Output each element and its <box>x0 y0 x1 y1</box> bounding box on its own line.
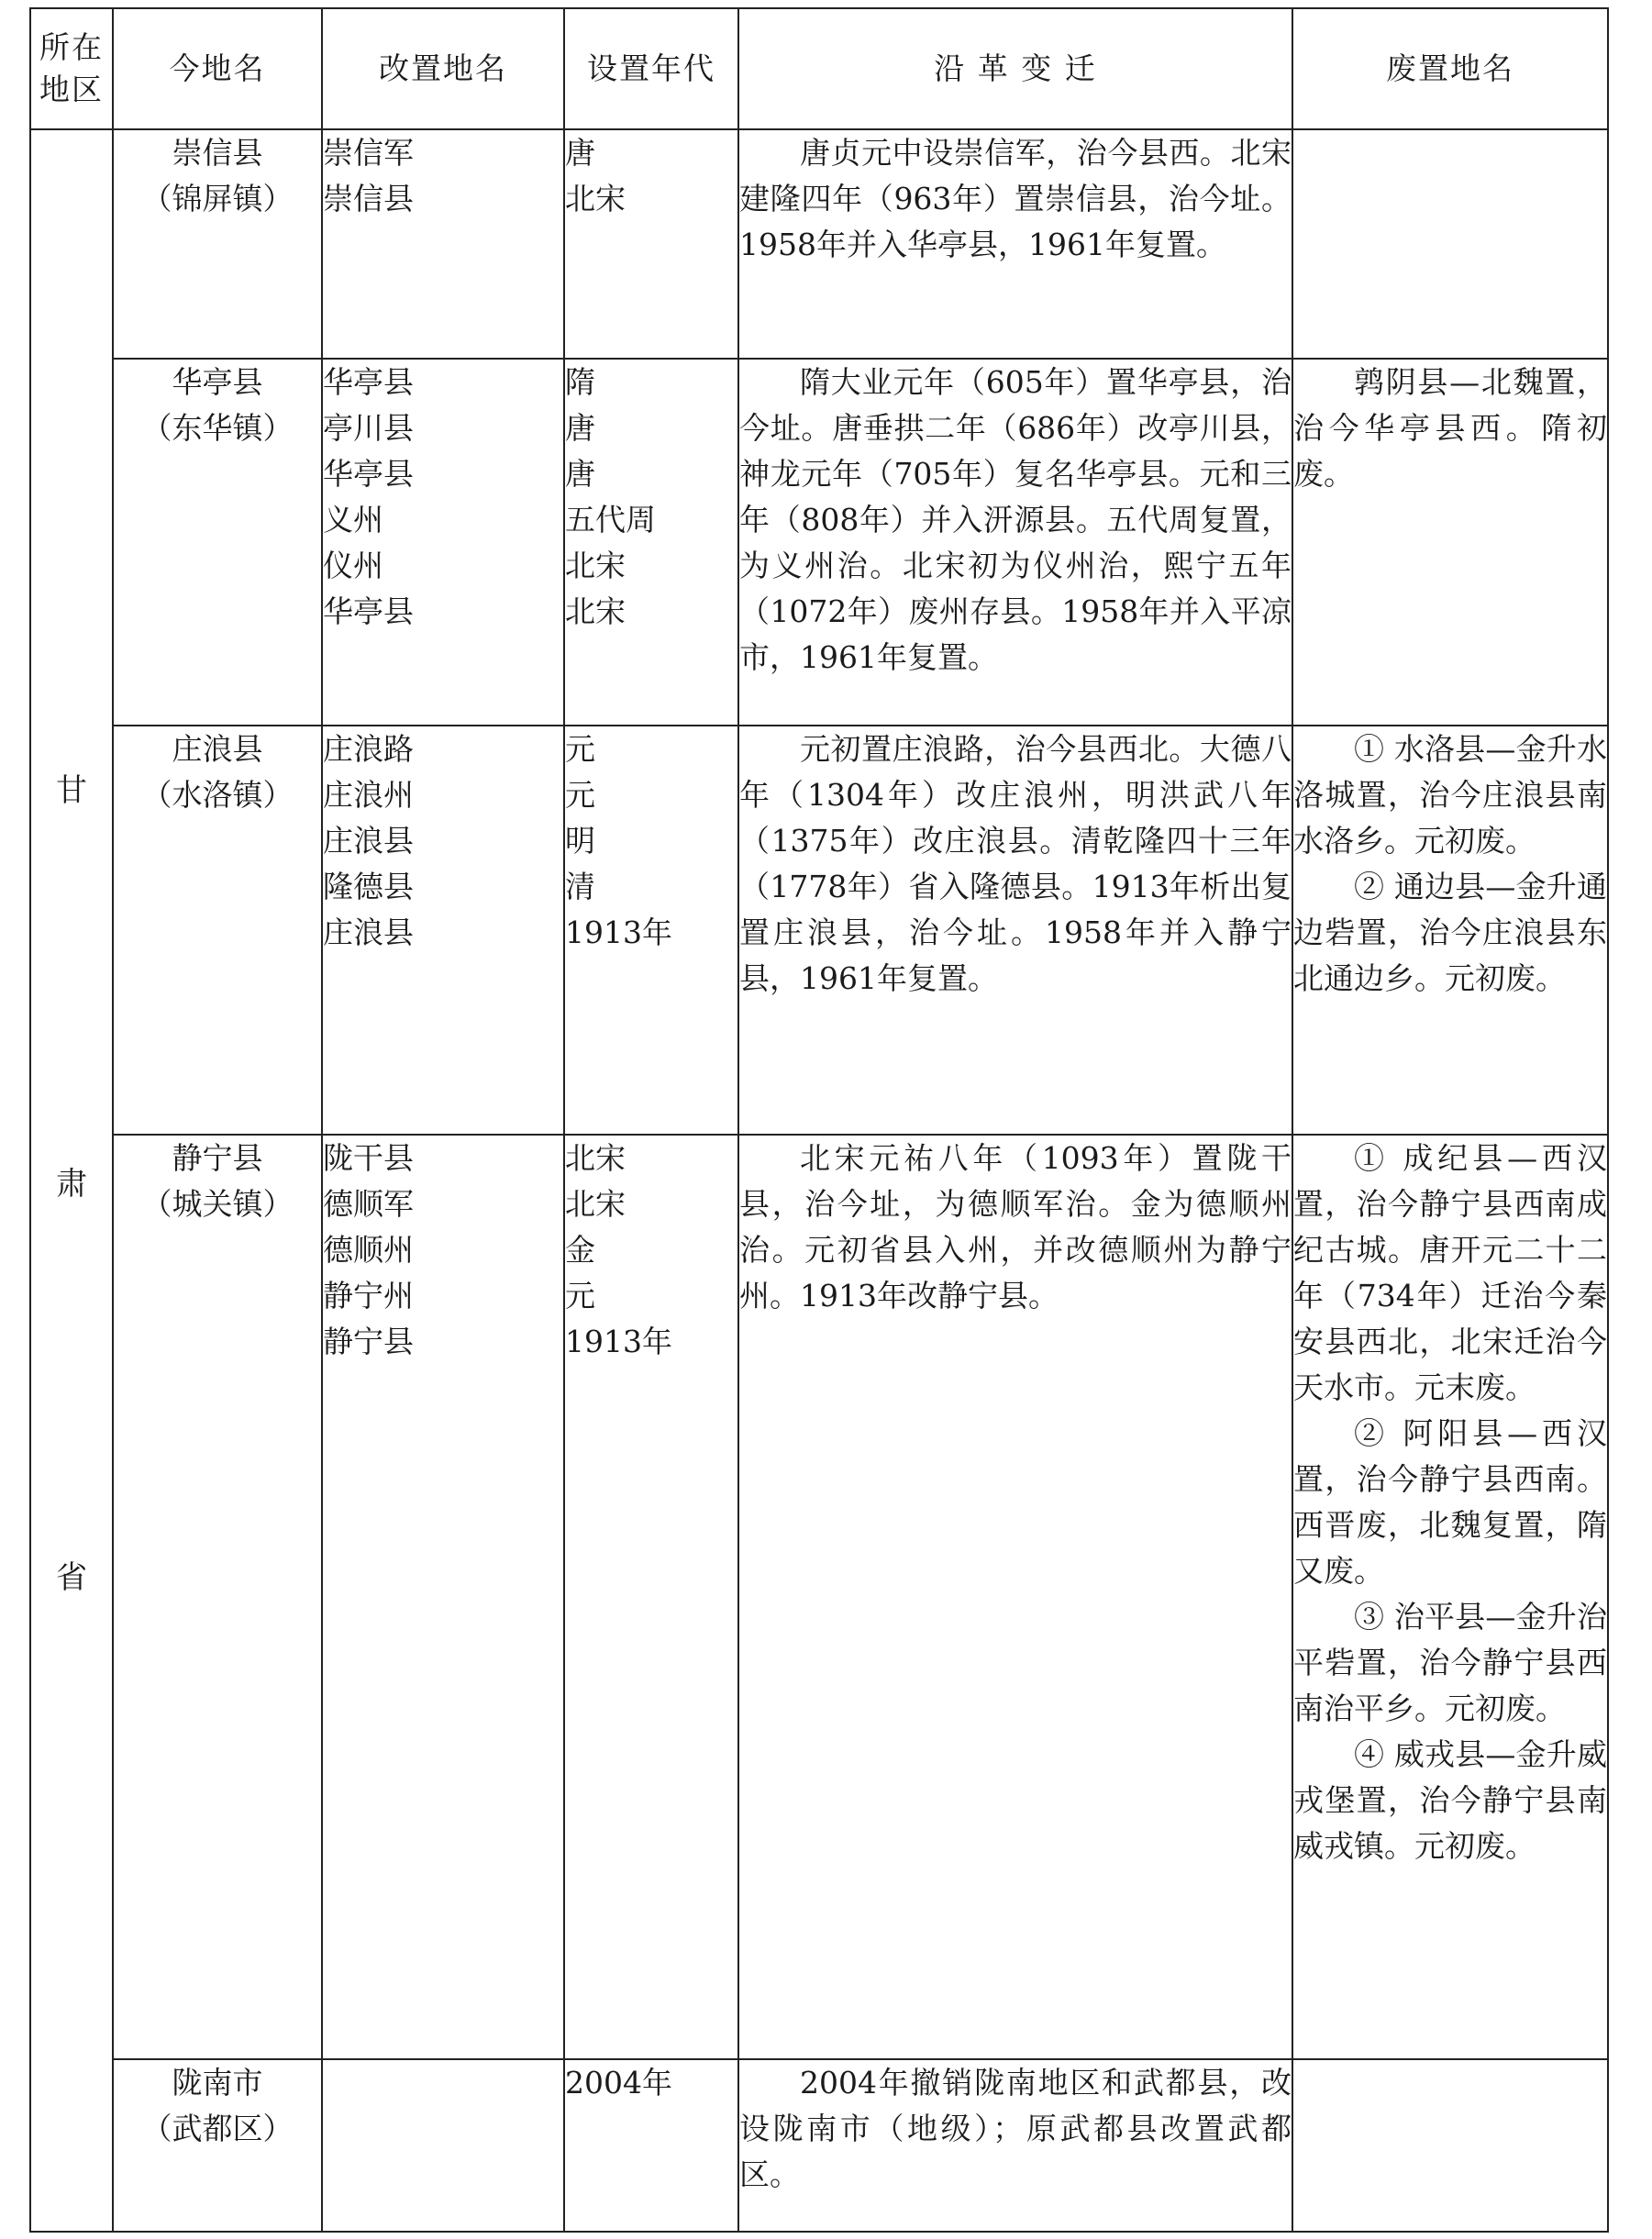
renamed-item: 庄浪县 <box>323 823 414 859</box>
renamed-item: 崇信军 <box>323 135 414 171</box>
era-item: 1913年 <box>565 914 672 950</box>
era-item: 2004年 <box>565 2065 672 2100</box>
renamed-item: 亭川县 <box>323 410 414 446</box>
abolished-cell <box>1292 2059 1608 2232</box>
abolished-item: ② 阿阳县—西汉置，治今静宁县西南。西晋废，北魏复置，隋又废。 <box>1293 1415 1607 1589</box>
renamed-cell <box>322 129 564 359</box>
era-item: 北宋 <box>565 548 626 583</box>
region-char: 甘 <box>56 771 87 809</box>
era-item: 五代周 <box>565 502 656 538</box>
era-cell <box>564 1135 738 2059</box>
era-item: 明 <box>565 823 595 859</box>
history-text: 2004年撤销陇南地区和武都县，改设陇南市（地级）；原武都县改置武都区。 <box>739 2065 1292 2192</box>
place-name: 崇信县 <box>172 135 263 171</box>
abolished-item: ① 成纪县—西汉置，治今静宁县西南成纪古城。唐开元二十二年（734年）迁治今秦安县西北，北宋迁治今天水市。元末废。 <box>1293 1140 1607 1405</box>
renamed-cell <box>322 2059 564 2232</box>
table-row <box>30 359 1608 726</box>
era-item: 唐 <box>565 135 595 171</box>
region-char: 省 <box>56 1558 87 1596</box>
renamed-item: 静宁县 <box>323 1324 414 1359</box>
era-item: 北宋 <box>565 181 626 216</box>
era-item: 北宋 <box>565 593 626 629</box>
header-history: 沿 革 变 迁 <box>738 8 1292 129</box>
renamed-item: 静宁州 <box>323 1278 414 1313</box>
renamed-item: 义州 <box>323 502 383 538</box>
place-name-cell <box>113 1135 322 2059</box>
place-name-cell <box>113 2059 322 2232</box>
abolished-cell <box>1292 726 1608 1135</box>
renamed-item: 庄浪州 <box>323 777 414 813</box>
era-item: 隋 <box>565 364 595 400</box>
renamed-item: 庄浪路 <box>323 731 414 767</box>
history-cell <box>738 1135 1292 2059</box>
history-text: 北宋元祐八年（1093年）置陇干县，治今址，为德顺军治。金为德顺州治。元初省县入州，并改德顺州为静宁州。1913年改静宁县。 <box>739 1140 1292 1313</box>
era-item: 1913年 <box>565 1324 672 1359</box>
region-cell <box>30 129 113 2232</box>
renamed-item: 崇信县 <box>323 181 414 216</box>
renamed-item: 德顺军 <box>323 1186 414 1222</box>
renamed-item: 德顺州 <box>323 1232 414 1268</box>
abolished-item: ② 通边县—金升通边砦置，治今庄浪县东北通边乡。元初废。 <box>1293 869 1607 996</box>
history-text: 隋大业元年（605年）置华亭县，治今址。唐垂拱二年（686年）改亭川县，神龙元年（705年）复名华亭县。元和三年（808年）并入汧源县。五代周复置，为义州治。北宋初为仪州治，熙宁五年（1072年）废州存县。1958年并入平凉市，1961年复置。 <box>739 364 1292 675</box>
abolished-cell <box>1292 129 1608 359</box>
place-seat: （东华镇） <box>141 410 294 446</box>
header-abolished: 废置地名 <box>1292 8 1608 129</box>
region-char: 肃 <box>56 1165 87 1203</box>
renamed-item: 陇干县 <box>323 1140 414 1176</box>
history-text: 元初置庄浪路，治今县西北。大德八年（1304年）改庄浪州，明洪武八年（1375年）改庄浪县。清乾隆四十三年（1778年）省入隆德县。1913年析出复置庄浪县，治今址。1958年并入静宁县，1961年复置。 <box>739 731 1292 996</box>
renamed-item: 华亭县 <box>323 456 414 492</box>
era-item: 北宋 <box>565 1186 626 1222</box>
era-item: 金 <box>565 1232 595 1268</box>
header-today-name: 今地名 <box>113 8 322 129</box>
table-row <box>30 2059 1608 2232</box>
table-row <box>30 726 1608 1135</box>
era-item: 元 <box>565 777 595 813</box>
era-cell <box>564 726 738 1135</box>
place-name-cell <box>113 129 322 359</box>
era-item: 北宋 <box>565 1140 626 1176</box>
history-text: 唐贞元中设崇信军，治今县西。北宋建隆四年（963年）置崇信县，治今址。1958年并入华亭县，1961年复置。 <box>739 135 1292 262</box>
place-seat: （武都区） <box>141 2111 294 2146</box>
abolished-item: ③ 治平县—金升治平砦置，治今静宁县西南治平乡。元初废。 <box>1293 1599 1607 1726</box>
place-name: 陇南市 <box>172 2065 263 2100</box>
history-cell <box>738 2059 1292 2232</box>
header-era: 设置年代 <box>564 8 738 129</box>
era-item: 元 <box>565 731 595 767</box>
renamed-cell <box>322 1135 564 2059</box>
place-seat: （城关镇） <box>141 1186 294 1222</box>
era-item: 唐 <box>565 410 595 446</box>
history-cell <box>738 129 1292 359</box>
header-region <box>30 8 113 129</box>
renamed-item: 隆德县 <box>323 869 414 904</box>
place-seat: （锦屏镇） <box>141 181 294 216</box>
era-item: 唐 <box>565 456 595 492</box>
era-cell <box>564 129 738 359</box>
header-renamed: 改置地名 <box>322 8 564 129</box>
place-name: 庄浪县 <box>172 731 263 767</box>
place-seat: （水洛镇） <box>141 777 294 813</box>
era-item: 清 <box>565 869 595 904</box>
renamed-item: 华亭县 <box>323 593 414 629</box>
header-region-line-1: 所在 <box>39 29 104 65</box>
abolished-cell <box>1292 359 1608 726</box>
renamed-item: 庄浪县 <box>323 914 414 950</box>
table-row <box>30 129 1608 359</box>
place-name: 静宁县 <box>172 1140 263 1176</box>
history-cell <box>738 359 1292 726</box>
place-name-cell <box>113 726 322 1135</box>
header-region-line-2: 地区 <box>39 72 104 107</box>
admin-history-table <box>29 7 1609 2233</box>
abolished-item: 鹑阴县—北魏置，治今华亭县西。隋初废。 <box>1293 364 1607 492</box>
place-name: 华亭县 <box>172 364 263 400</box>
era-cell <box>564 359 738 726</box>
abolished-item: ④ 威戎县—金升威戎堡置，治今静宁县南威戎镇。元初废。 <box>1293 1736 1607 1864</box>
era-cell <box>564 2059 738 2232</box>
renamed-cell <box>322 726 564 1135</box>
renamed-item: 仪州 <box>323 548 383 583</box>
abolished-item: ① 水洛县—金升水洛城置，治今庄浪县南水洛乡。元初废。 <box>1293 731 1607 859</box>
table-row <box>30 1135 1608 2059</box>
era-item: 元 <box>565 1278 595 1313</box>
renamed-cell <box>322 359 564 726</box>
abolished-cell <box>1292 1135 1608 2059</box>
place-name-cell <box>113 359 322 726</box>
header-row <box>30 8 1608 129</box>
renamed-item: 华亭县 <box>323 364 414 400</box>
history-cell <box>738 726 1292 1135</box>
